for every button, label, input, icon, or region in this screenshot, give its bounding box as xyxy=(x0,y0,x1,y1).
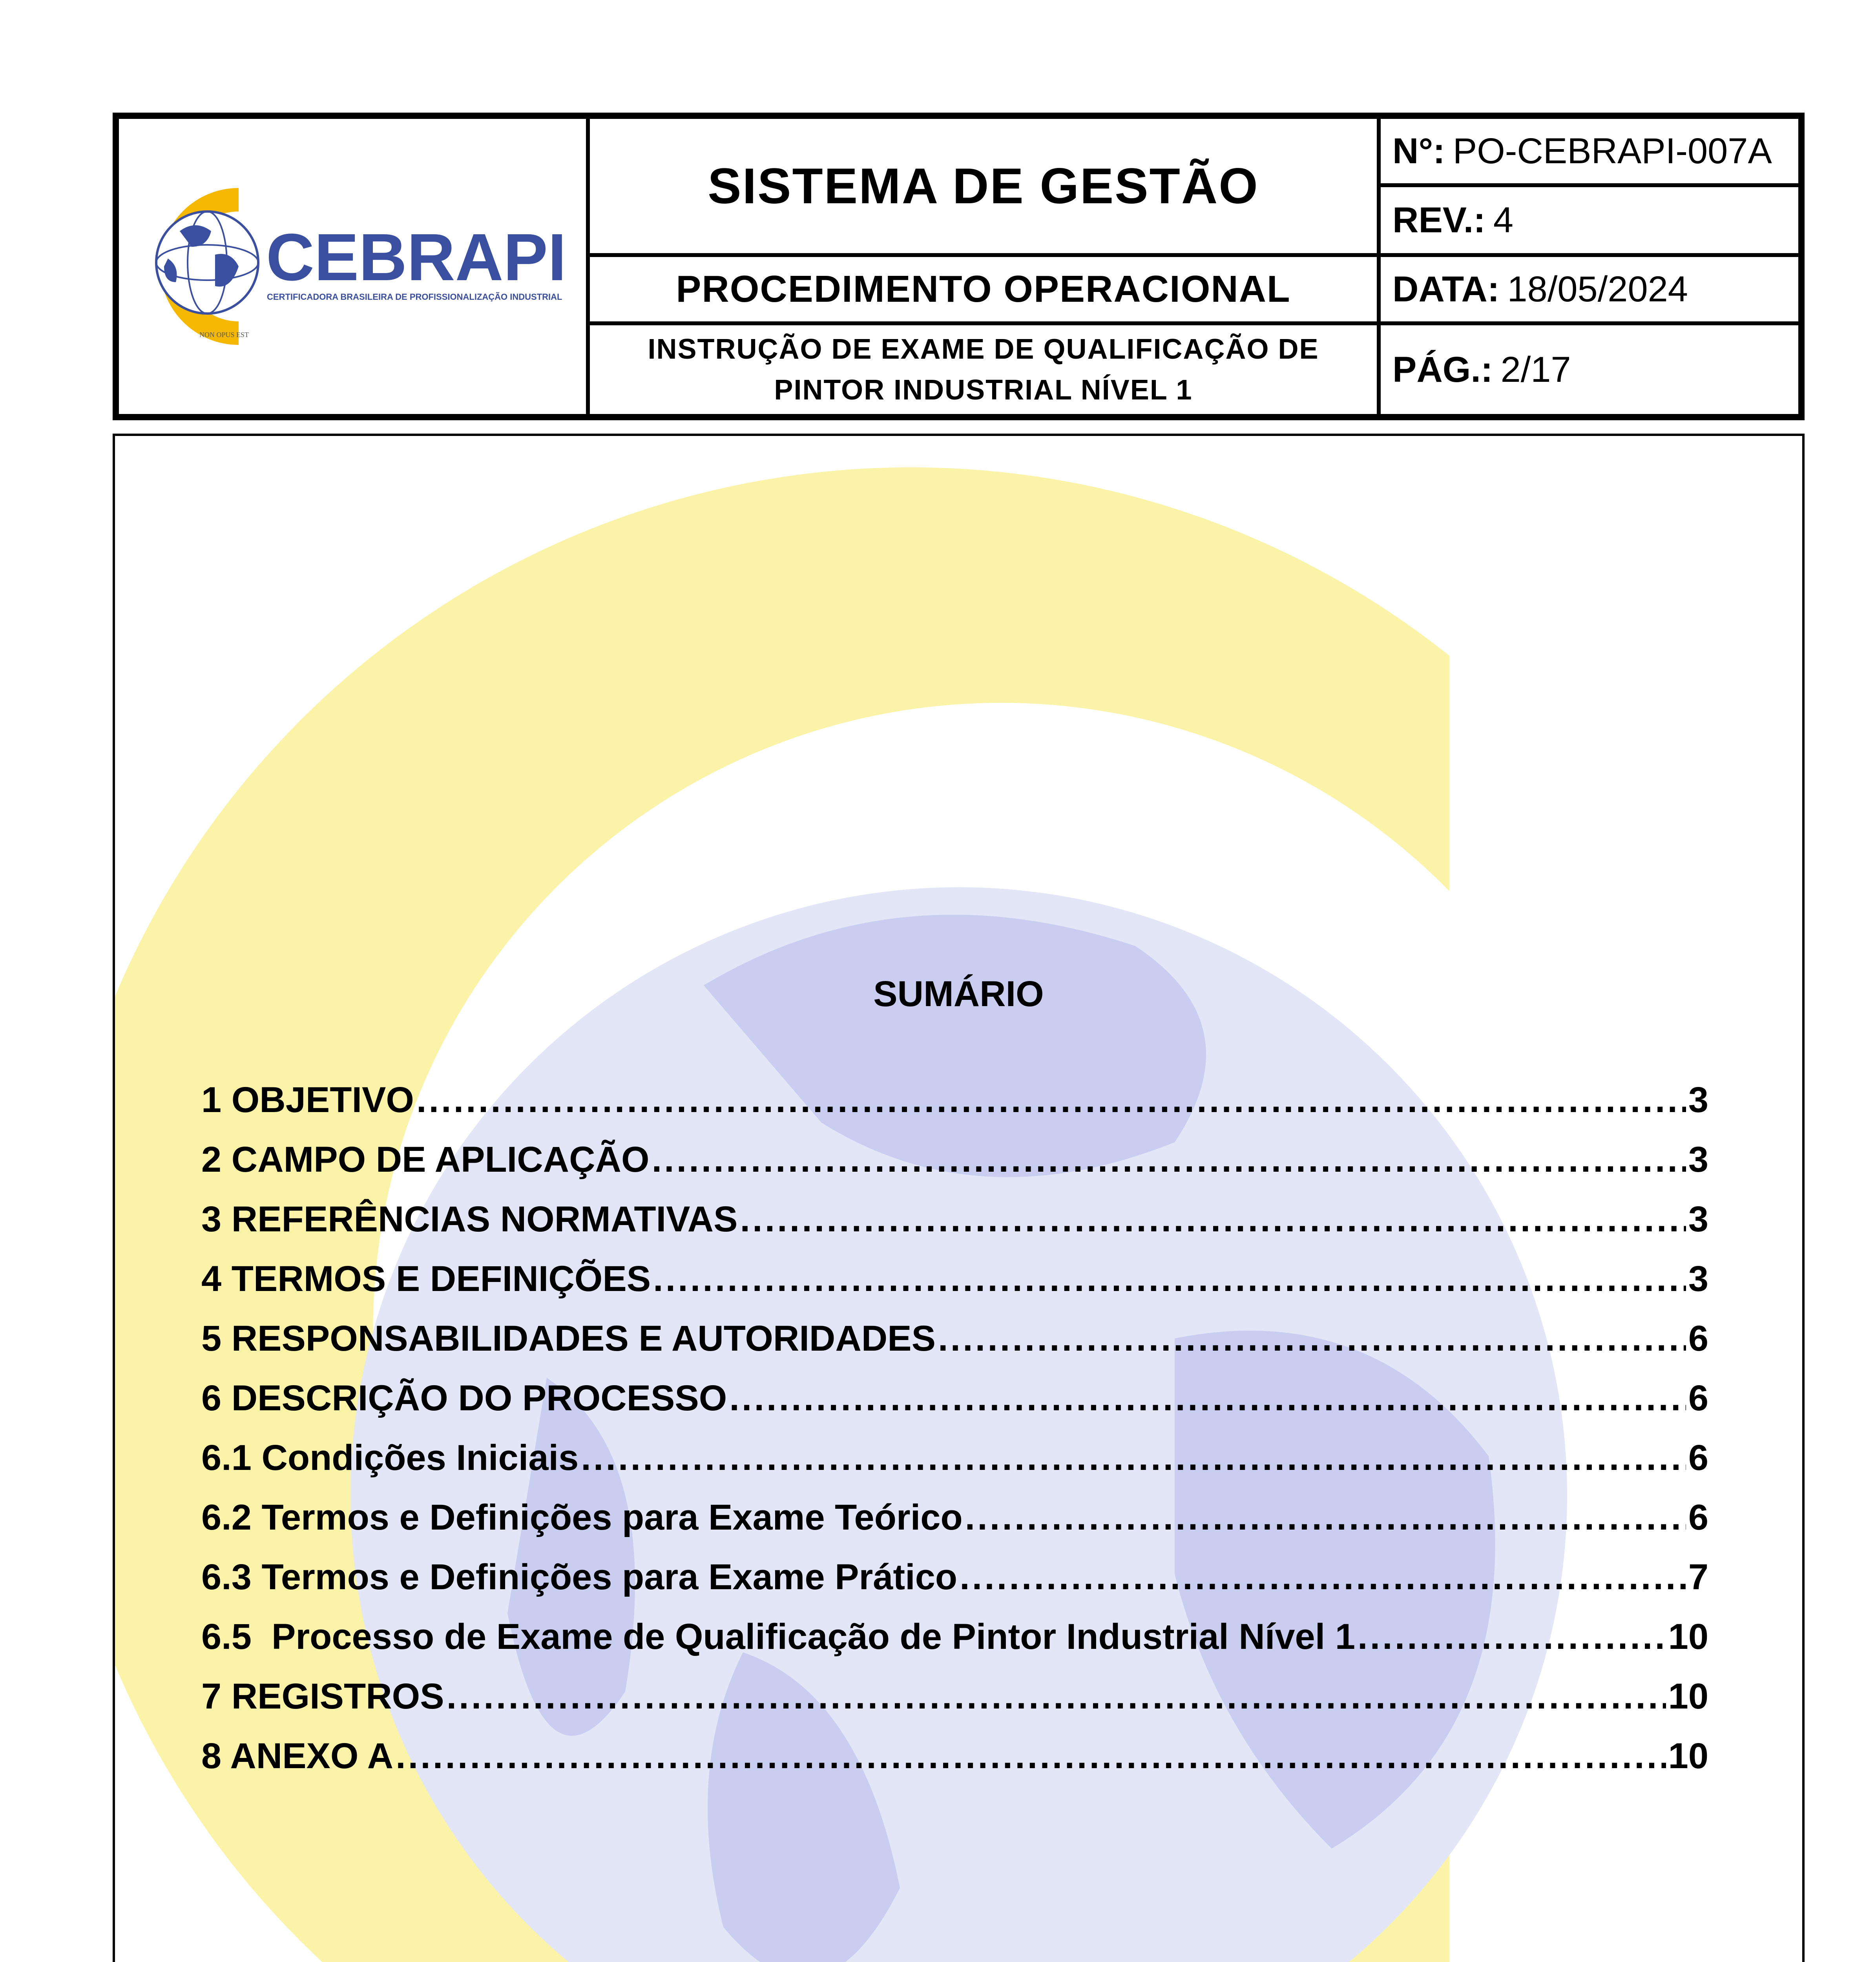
date-value: 18/05/2024 xyxy=(1507,269,1688,309)
logo-cell xyxy=(117,117,588,416)
page-number xyxy=(1379,323,1800,416)
system-title: SISTEMA DE GESTÃO xyxy=(588,117,1379,255)
toc-item[interactable] xyxy=(201,1557,1708,1616)
toc-item-label: 6.5 Processo de Exame de Qualificação de Pintor Industrial Nível 1 xyxy=(201,1617,1356,1657)
document-number-label: N°: xyxy=(1392,131,1445,171)
toc-item-label: 7 REGISTROS xyxy=(201,1676,444,1716)
toc-item-page: 10 xyxy=(1668,1617,1708,1657)
revision xyxy=(1379,185,1800,255)
document-number-value: PO-CEBRAPI-007A xyxy=(1453,131,1772,171)
toc-item[interactable] xyxy=(201,1258,1708,1318)
toc-item[interactable] xyxy=(201,1736,1708,1795)
date-label: DATA: xyxy=(1392,269,1500,309)
document-type: PROCEDIMENTO OPERACIONAL xyxy=(588,255,1379,323)
toc-leader xyxy=(447,1676,1666,1717)
table-of-contents xyxy=(201,1079,1708,1795)
toc-item[interactable] xyxy=(201,1318,1708,1378)
toc-leader xyxy=(938,1318,1686,1359)
cebrapi-logo xyxy=(121,172,584,361)
logo-seal-text: NON OPUS EST xyxy=(199,331,249,339)
toc-leader xyxy=(416,1079,1686,1121)
toc-item-page: 3 xyxy=(1688,1080,1708,1120)
toc-item[interactable] xyxy=(201,1079,1708,1139)
content-frame xyxy=(113,434,1805,1962)
document-title-line1: INSTRUÇÃO DE EXAME DE QUALIFICAÇÃO DE xyxy=(648,334,1319,365)
toc-leader xyxy=(965,1497,1686,1538)
toc-title: SUMÁRIO xyxy=(873,974,1044,1014)
toc-item-label: 4 TERMOS E DEFINIÇÕES xyxy=(201,1259,651,1299)
toc-item-label: 6 DESCRIÇÃO DO PROCESSO xyxy=(201,1378,727,1418)
toc-item-page: 10 xyxy=(1668,1736,1708,1776)
document-header xyxy=(113,113,1805,420)
revision-label: REV.: xyxy=(1392,200,1485,240)
toc-item-page: 6 xyxy=(1688,1438,1708,1478)
toc-item-page: 3 xyxy=(1688,1140,1708,1180)
toc-item[interactable] xyxy=(201,1497,1708,1557)
toc-item-label: 1 OBJETIVO xyxy=(201,1080,414,1120)
document-number xyxy=(1379,117,1800,185)
page-label: PÁG.: xyxy=(1392,349,1493,390)
toc-item-label: 8 ANEXO A xyxy=(201,1736,394,1776)
toc-leader xyxy=(729,1378,1686,1419)
toc-item-page: 6 xyxy=(1688,1318,1708,1358)
toc-item-label: 5 RESPONSABILIDADES E AUTORIDADES xyxy=(201,1318,936,1358)
toc-item[interactable] xyxy=(201,1437,1708,1497)
toc-item-label: 6.3 Termos e Definições para Exame Prático xyxy=(201,1557,958,1597)
date xyxy=(1379,255,1800,323)
toc-item-page: 7 xyxy=(1688,1557,1708,1597)
document-title xyxy=(588,323,1379,416)
toc-leader xyxy=(1358,1616,1666,1657)
toc-item[interactable] xyxy=(201,1199,1708,1258)
toc-item-label: 3 REFERÊNCIAS NORMATIVAS xyxy=(201,1199,738,1239)
toc-item-label: 2 CAMPO DE APLICAÇÃO xyxy=(201,1140,650,1180)
toc-item-label: 6.1 Condições Iniciais xyxy=(201,1438,579,1478)
logo-brand: CEBRAPI xyxy=(266,220,567,295)
logo-tagline: CERTIFICADORA BRASILEIRA DE PROFISSIONALIZAÇÃO INDUSTRIAL xyxy=(267,292,562,302)
toc-item-page: 3 xyxy=(1688,1259,1708,1299)
toc-leader xyxy=(581,1437,1686,1479)
toc-item-page: 10 xyxy=(1668,1676,1708,1716)
toc-item[interactable] xyxy=(201,1139,1708,1199)
toc-leader xyxy=(960,1557,1686,1598)
toc-item-page: 6 xyxy=(1688,1497,1708,1537)
document-title-line2: PINTOR INDUSTRIAL NÍVEL 1 xyxy=(774,374,1193,406)
revision-value: 4 xyxy=(1493,200,1514,240)
page-value: 2/17 xyxy=(1500,349,1571,390)
toc-leader xyxy=(740,1199,1686,1240)
toc-item-page: 3 xyxy=(1688,1199,1708,1239)
toc-leader xyxy=(653,1258,1686,1300)
toc-leader xyxy=(396,1736,1666,1777)
toc-item[interactable] xyxy=(201,1616,1708,1676)
toc-item[interactable] xyxy=(201,1378,1708,1437)
toc-item-page: 6 xyxy=(1688,1378,1708,1418)
toc-item[interactable] xyxy=(201,1676,1708,1736)
toc-item-label: 6.2 Termos e Definições para Exame Teórico xyxy=(201,1497,963,1537)
toc-leader xyxy=(652,1139,1686,1180)
